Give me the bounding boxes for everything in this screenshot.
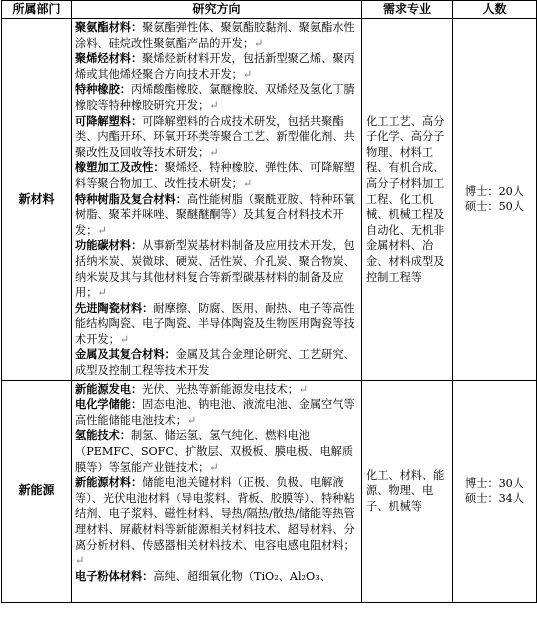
entry-title: 先进陶瓷材料：	[75, 300, 154, 315]
entry-title: 特种橡胶：	[75, 82, 131, 97]
paragraph-mark-icon: ↵	[254, 36, 264, 50]
recruitment-table	[1, 0, 537, 603]
entry-desc: 储能电池关键材料（正极、负极、电解液等）、光伏电池材料（导电浆料、背板、胶膜等）、特种粘结剂、电子浆料、磁性材料、导热/隔热/散热/储能等热管理材料、屏蔽材料等新能源相关材料技术、超导材料、分离分析材料、传感器相关材料技术、电容电感电阻材料；	[75, 476, 355, 552]
entry-title: 新能源发电：	[75, 381, 143, 396]
direction-entry	[75, 160, 358, 191]
entry-desc: 聚氨酯弹性体、聚氨酯胶黏剂、聚氨酯水性涂料、硅烷改性聚氨酯产品的开发；	[75, 21, 355, 50]
paragraph-mark-icon: ↵	[75, 554, 85, 568]
direction-entry	[75, 192, 358, 239]
entry-title: 聚烯烃材料：	[75, 51, 143, 66]
major-cell	[362, 19, 453, 381]
entry-desc: 固态电池、钠电池、液流电池、金属空气等高性能储能电池技术；	[75, 398, 355, 427]
direction-entry	[75, 475, 358, 569]
entry-desc: 制氢、储运氢、氢气纯化、燃料电池（PEMFC、SOFC、扩散层、双极板、膜电极、电解质膜等）等氢能产业链技术；	[75, 429, 354, 474]
paragraph-mark-icon: ↵	[97, 286, 107, 300]
direction-entry	[75, 397, 358, 428]
major-text: 化工工艺、高分子化学、高分子物理、材料工程、有机合成、高分子材料加工工程、化工机械、机械工程及自动化、无机非金属材料、冶金、材料成型及控制工程等	[366, 114, 445, 284]
entry-desc: 聚烯烃、特种橡胶、弹性体、可降解塑料等聚合物加工、改性技术研发；	[75, 161, 355, 190]
entry-title: 新能源材料：	[75, 475, 143, 490]
header-major: 需求专业	[362, 1, 453, 19]
count-phd: 博士：20人	[465, 184, 524, 198]
entry-title: 氢能技术：	[75, 428, 131, 443]
entry-title: 电化学储能：	[75, 397, 143, 412]
entry-desc: 光伏、光热等新能源发电技术；	[142, 382, 299, 396]
dept-cell: 新能源	[2, 380, 72, 602]
entry-desc: 聚烯烃新材料开发，包括新型聚乙烯、聚丙烯或其他烯烃聚合方向技术开发；	[75, 52, 355, 81]
count-master: 硕士：34人	[465, 492, 524, 506]
direction-entry	[75, 428, 358, 475]
paragraph-mark-icon: ↵	[209, 98, 219, 112]
entry-title: 橡塑加工及改性：	[75, 160, 165, 175]
direction-entry	[75, 347, 358, 378]
entry-desc: 从事新型炭基材料制备及应用技术开发，包括纳米炭、炭微球、硬炭、活性炭、介孔炭、聚合物炭、纳米炭及其与其他材料复合等新型碳基材料的制备及应用；	[75, 239, 355, 300]
dept-cell: 新材料	[2, 19, 72, 381]
entry-desc: 耐摩擦、防腐、医用、耐热、电子等高性能结构陶瓷、电子陶瓷、半导体陶瓷及生物医用陶瓷等技术开发；	[75, 301, 355, 346]
direction-entry	[75, 301, 358, 348]
header-direction: 研究方向	[72, 1, 362, 19]
table-row	[2, 19, 537, 381]
entry-title: 特种树脂及复合材料：	[75, 191, 187, 206]
paragraph-mark-icon: ↵	[209, 460, 219, 474]
count-cell	[453, 380, 537, 602]
table-row	[2, 380, 537, 602]
header-row	[2, 1, 537, 19]
entry-desc: 高纯、超细氧化物（TiO₂、Al₂O₃、	[153, 569, 331, 583]
direction-entry	[75, 569, 358, 585]
paragraph-mark-icon: ↵	[298, 382, 309, 396]
entry-title: 电子粉体材料：	[75, 568, 154, 583]
count-cell	[453, 19, 537, 381]
count-phd: 博士：30人	[465, 476, 524, 490]
entry-desc: 丙烯酸酯橡胶、氯醚橡胶、双烯烃及氢化丁腈橡胶等特种橡胶研究开发；	[75, 83, 355, 112]
paragraph-mark-icon: ↵	[119, 332, 130, 346]
entry-title: 聚氨酯材料：	[75, 20, 143, 34]
direction-entry	[75, 114, 358, 161]
direction-entry	[75, 20, 358, 51]
entry-title: 功能碳材料：	[75, 238, 143, 253]
major-text: 化工、材料、能源、物理、电子、机械等	[366, 468, 445, 513]
direction-entry	[75, 51, 358, 82]
count-master: 硕士：50人	[465, 200, 524, 214]
paragraph-mark-icon: ↵	[97, 223, 107, 237]
paragraph-mark-icon: ↵	[242, 67, 253, 81]
entry-desc: 高性能树脂（聚酰亚胺、特种环氧树脂、聚苯并咪唑、聚醚醚酮等）及其复合材料技术开发；	[75, 192, 355, 237]
entry-desc: 可降解塑料的合成技术研发，包括共聚酯类、内酯开环、环氧开环类等聚合工艺、新型催化剂、共聚改性及回收等技术研发；	[75, 114, 355, 159]
direction-entry	[75, 82, 358, 113]
entry-title: 可降解塑料：	[75, 113, 143, 128]
header-count: 人数	[453, 1, 537, 19]
paragraph-mark-icon: ↵	[242, 176, 253, 190]
direction-entry	[75, 238, 358, 300]
entry-desc: 金属及其合金理论研究、工艺研究、成型及控制工程等技术开发	[75, 348, 355, 378]
direction-entry	[75, 382, 358, 398]
header-dept: 所属部门	[2, 1, 72, 19]
direction-cell	[72, 19, 362, 381]
major-cell	[362, 380, 453, 602]
paragraph-mark-icon: ↵	[186, 413, 197, 427]
paragraph-mark-icon: ↵	[209, 145, 219, 159]
entry-title: 金属及其复合材料：	[75, 347, 176, 362]
direction-cell	[72, 380, 362, 602]
